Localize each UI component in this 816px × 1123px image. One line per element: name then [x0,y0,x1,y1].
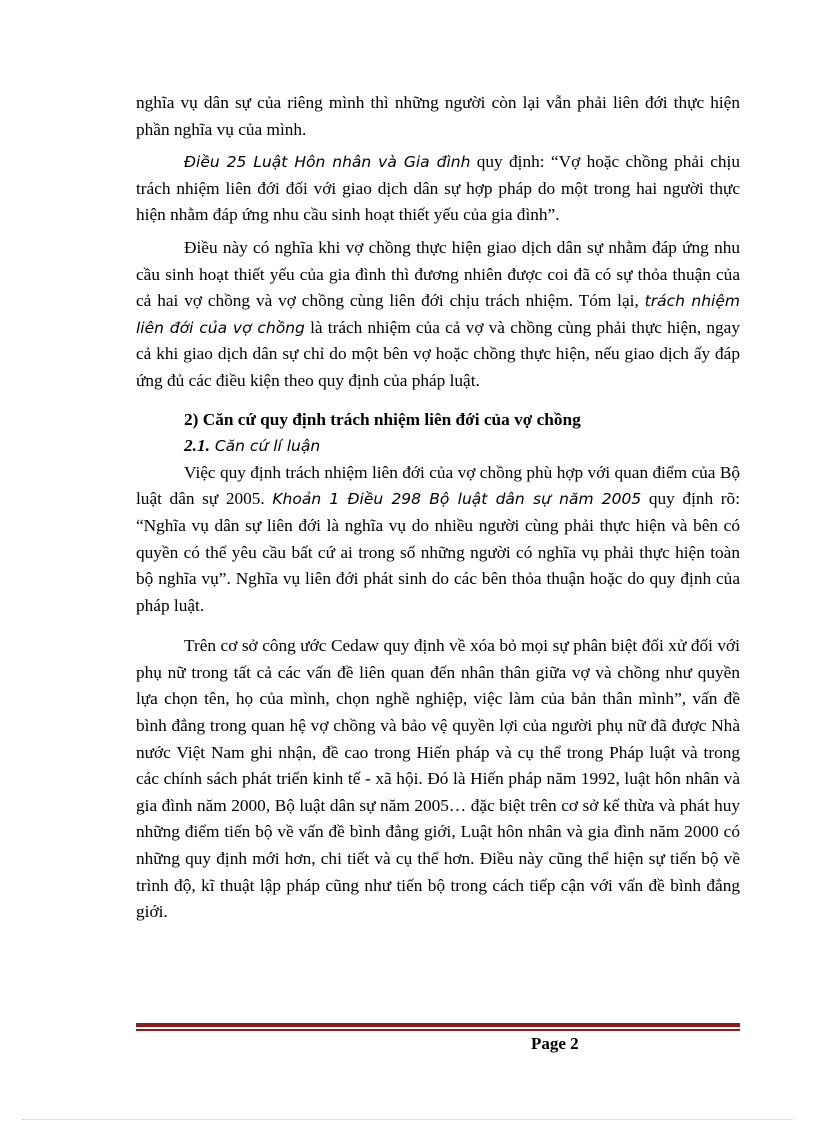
paragraph-cedaw: Trên cơ sở công ước Cedaw quy định về xóa bỏ mọi sự phân biệt đối xử đối với phụ nữ trong tất cả các vấn đề liên quan đến nhân thân giữa vợ và chồng như quyền lựa chọn tên, họ của mình, chọn nghề nghiệp, việc làm của bản thân mình”, vấn đề bình đẳng trong quan hệ vợ chồng và bảo vệ quyền lợi của người phụ nữ đã được Nhà nước Việt Nam ghi nhận, đề cao trong Hiến pháp và cụ thể trong Pháp luật và trong các chính sách phát triển kinh tế - xã hội. Đó là Hiến pháp năm 1992, luật hôn nhân và gia đình năm 2000, Bộ luật dân sự năm 2005… đặc biệt trên cơ sở kế thừa và phát huy những điểm tiến bộ về vấn đề bình đẳng giới, Luật hôn nhân và gia đình năm 2000 có những quy định mới hơn, chi tiết và cụ thể hơn. Điều này cũng thể hiện sự tiến bộ về trình độ, kĩ thuật lập pháp cũng như tiến bộ trong cách tiếp cận với vấn đề bình đẳng giới. [136,636,740,922]
page-bottom-edge [22,1119,794,1120]
paragraph-text: quy định: “Vợ hoặc chồng phải chịu trách nhiệm liên đới đối với giao dịch dân sự hợp pháp do một trong hai người thực hiện nhằm đáp ứng nhu cầu sinh hoạt thiết yếu của gia đình”. [136,152,741,225]
subsection-heading [136,433,740,460]
paragraph-explanation [136,235,740,395]
paragraph-continuation: nghĩa vụ dân sự của riêng mình thì những người còn lại vẫn phải liên đới thực hiện phần nghĩa vụ của mình. [136,93,740,139]
footer-divider [136,1023,740,1031]
subsection-title: Căn cứ lí luận [209,437,321,456]
section-heading: 2) Căn cứ quy định trách nhiệm liên đới của vợ chồng [184,409,581,429]
paragraph-article-25 [136,149,740,229]
paragraph-text: Việc quy định trách nhiệm liên đới của vợ chồng phù hợp với quan điểm của Bộ luật dân sự 2005. [136,462,740,509]
law-reference: Điều 25 Luật Hôn nhân và Gia đình [184,153,471,172]
footer-rule-thick [136,1023,740,1027]
paragraph-text: Điều này có nghĩa khi vợ chồng thực hiện giao dịch dân sự nhằm đáp ứng nhu cầu sinh hoạt thiết yếu của gia đình thì đương nhiên được coi đã có sự thỏa thuận của cả hai vợ chồng và vợ chồng cùng liên đới chịu trách nhiệm. Tóm lại, [136,237,740,311]
footer-rule-thin [136,1029,740,1031]
paragraph-text: quy định rõ: “Nghĩa vụ dân sự liên đới là nghĩa vụ do nhiều người cùng phải thực hiện và bên có quyền có thể yêu cầu bất cứ ai trong số những người có nghĩa vụ phải thực hiện toàn bộ nghĩa vụ”. Nghĩa vụ liên đới phát sinh do các bên thỏa thuận hoặc do quy định của pháp luật. [136,489,740,615]
law-reference: Khoản 1 Điều 298 Bộ luật dân sự năm 2005 [272,490,642,509]
subsection-number: 2.1. [184,436,210,456]
paragraph-text: là trách nhiệm của cả vợ và chồng cùng phải thực hiện, ngay cả khi giao dịch dân sự chỉ do một bên vợ hoặc chồng thực hiện, nếu giao dịch ấy đáp ứng đủ các điều kiện theo quy định của pháp luật. [136,317,740,390]
paragraph-civil-code [136,460,740,620]
page-number: Page 2 [531,1034,579,1053]
emphasis-term: trách nhiệm liên đới của vợ chồng [136,292,740,337]
document-body [136,90,740,926]
